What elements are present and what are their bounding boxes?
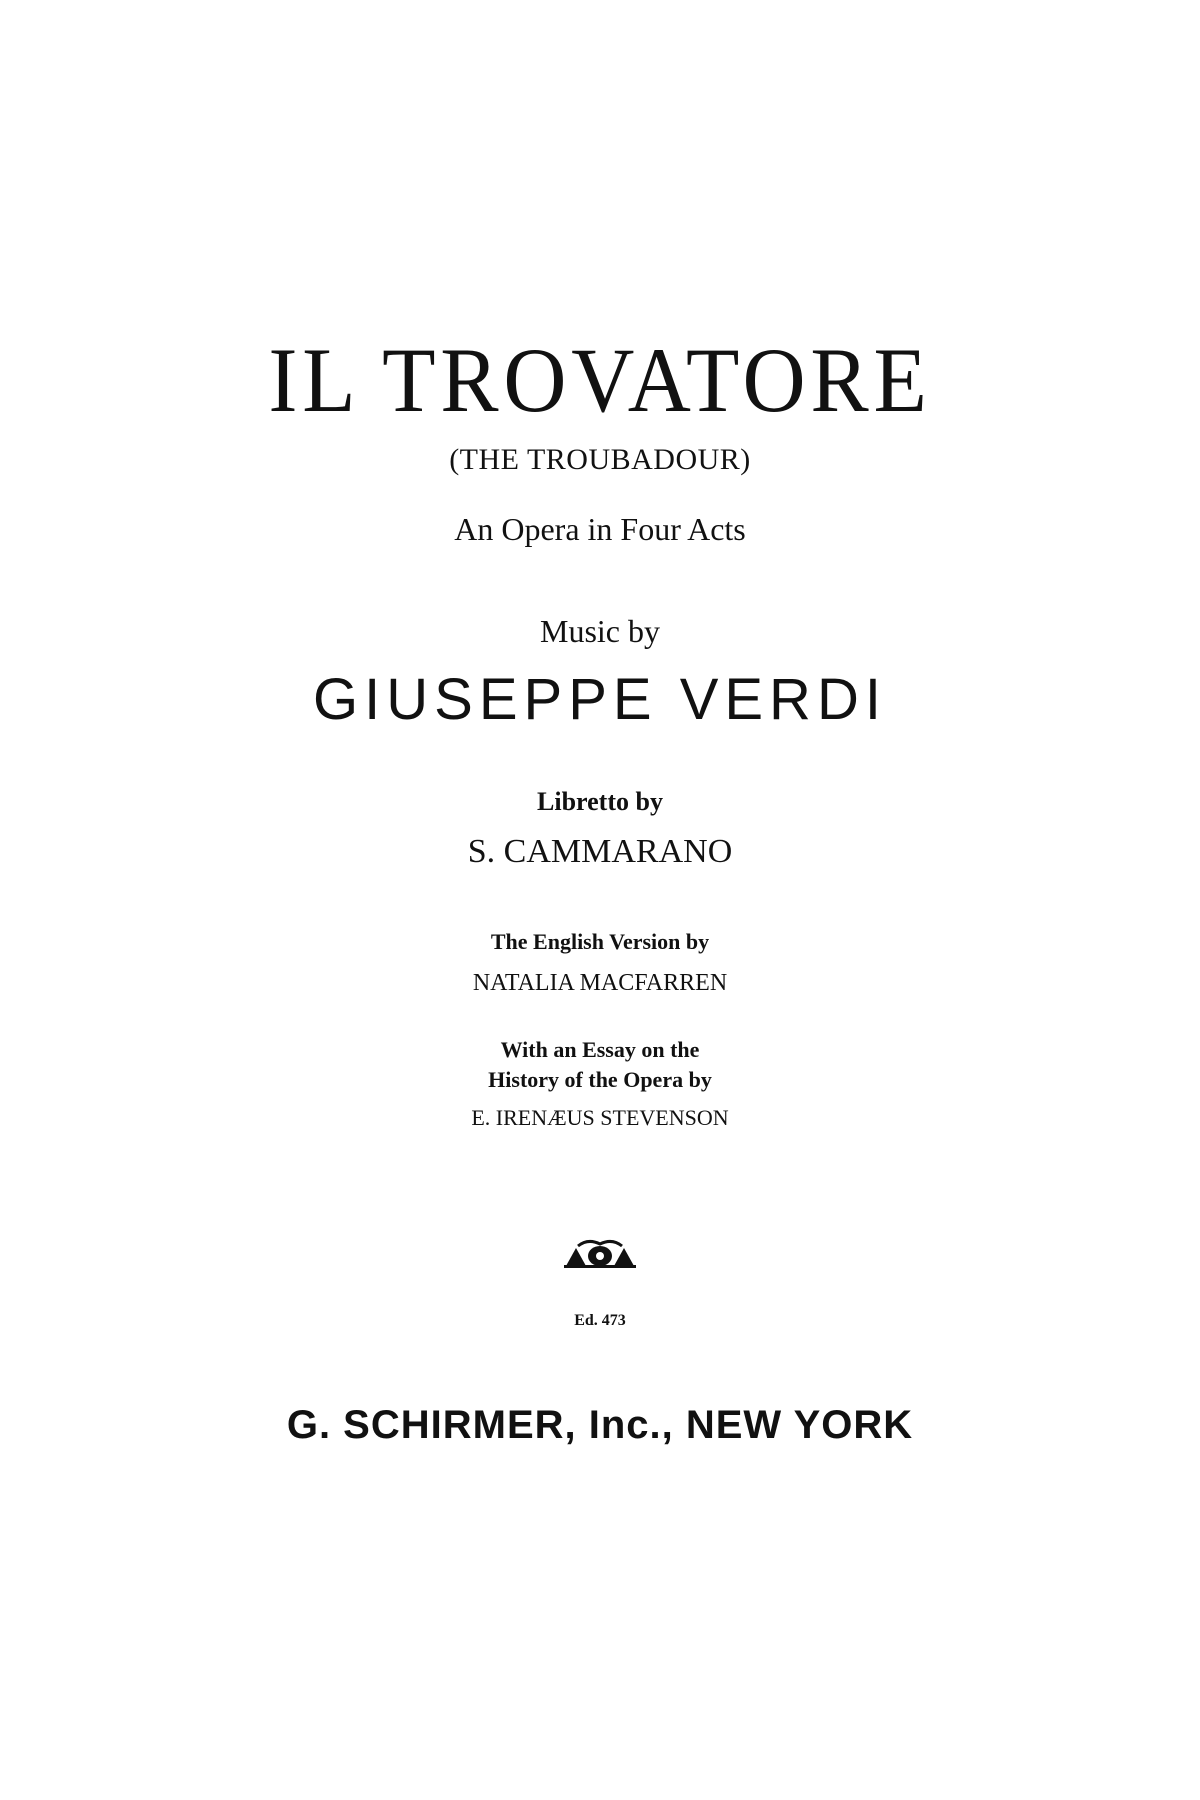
libretto-credit-label: Libretto by [537,787,663,816]
opera-title: IL TROVATORE [268,329,932,431]
essay-credit-label-line2: History of the Opera by [488,1067,712,1092]
opera-description: An Opera in Four Acts [454,511,746,547]
publisher-imprint: G. SCHIRMER, Inc., NEW YORK [286,1403,914,1447]
composer-name: GIUSEPPE VERDI [313,667,887,732]
publisher-ornament-icon [0,1236,1200,1276]
essay-credit-label-line1: With an Essay on the [500,1037,700,1062]
librettist-name: S. CAMMARANO [467,833,733,870]
edition-number: Ed. 473 [574,1312,626,1329]
opera-subtitle: (THE TROUBADOUR) [449,443,751,476]
essayist-name: E. IRENÆUS STEVENSON [471,1105,729,1130]
music-credit-label: Music by [540,613,660,649]
translator-name: NATALIA MACFARREN [472,970,728,996]
english-version-label: The English Version by [490,929,710,954]
